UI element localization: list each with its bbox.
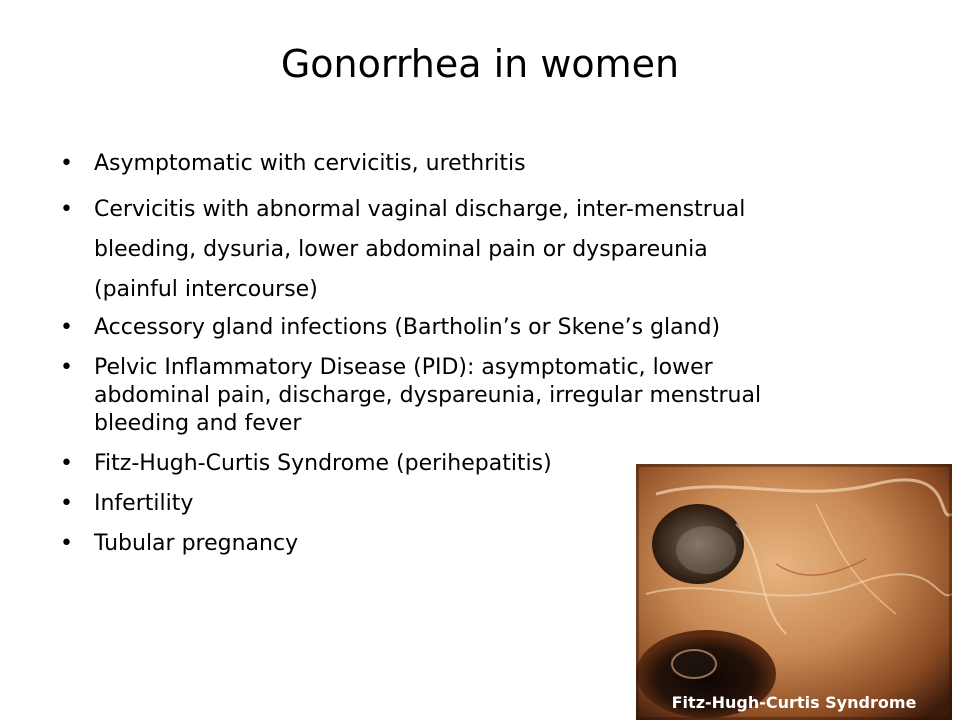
photo-caption: Fitz-Hugh-Curtis Syndrome: [671, 693, 917, 712]
bullet-dot: •: [60, 491, 73, 516]
bullet-item: [60, 150, 780, 178]
bullet-text: Asymptomatic with cervicitis, urethritis: [94, 151, 526, 176]
slide-title: Gonorrhea in women: [280, 42, 680, 86]
bullet-dot: •: [60, 531, 73, 556]
bullet-text: Fitz-Hugh-Curtis Syndrome (perihepatitis): [94, 451, 552, 476]
bullet-dot: •: [60, 315, 73, 340]
photo-image: [636, 464, 952, 720]
bullet-text: Cervicitis with abnormal vaginal discharge, inter-menstrual bleeding, dysuria, lower abdominal pain or dyspareunia (painful intercourse): [94, 197, 746, 302]
bullet-dot: •: [60, 197, 73, 222]
bullet-item: [60, 354, 780, 438]
laparoscopy-photo: [636, 464, 952, 720]
bullet-item: [60, 314, 780, 342]
bullet-text: Infertility: [94, 491, 194, 516]
bullet-dot: •: [60, 355, 73, 380]
bullet-text: Accessory gland infections (Bartholin’s or Skene’s gland): [94, 315, 721, 340]
bullet-text: Tubular pregnancy: [94, 531, 299, 556]
bullet-dot: •: [60, 151, 73, 176]
bullet-dot: •: [60, 451, 73, 476]
bullet-text: Pelvic Inflammatory Disease (PID): asymptomatic, lower abdominal pain, discharge, dyspareunia, irregular menstrual bleeding and fever: [94, 355, 762, 436]
bullet-item: [60, 190, 780, 310]
